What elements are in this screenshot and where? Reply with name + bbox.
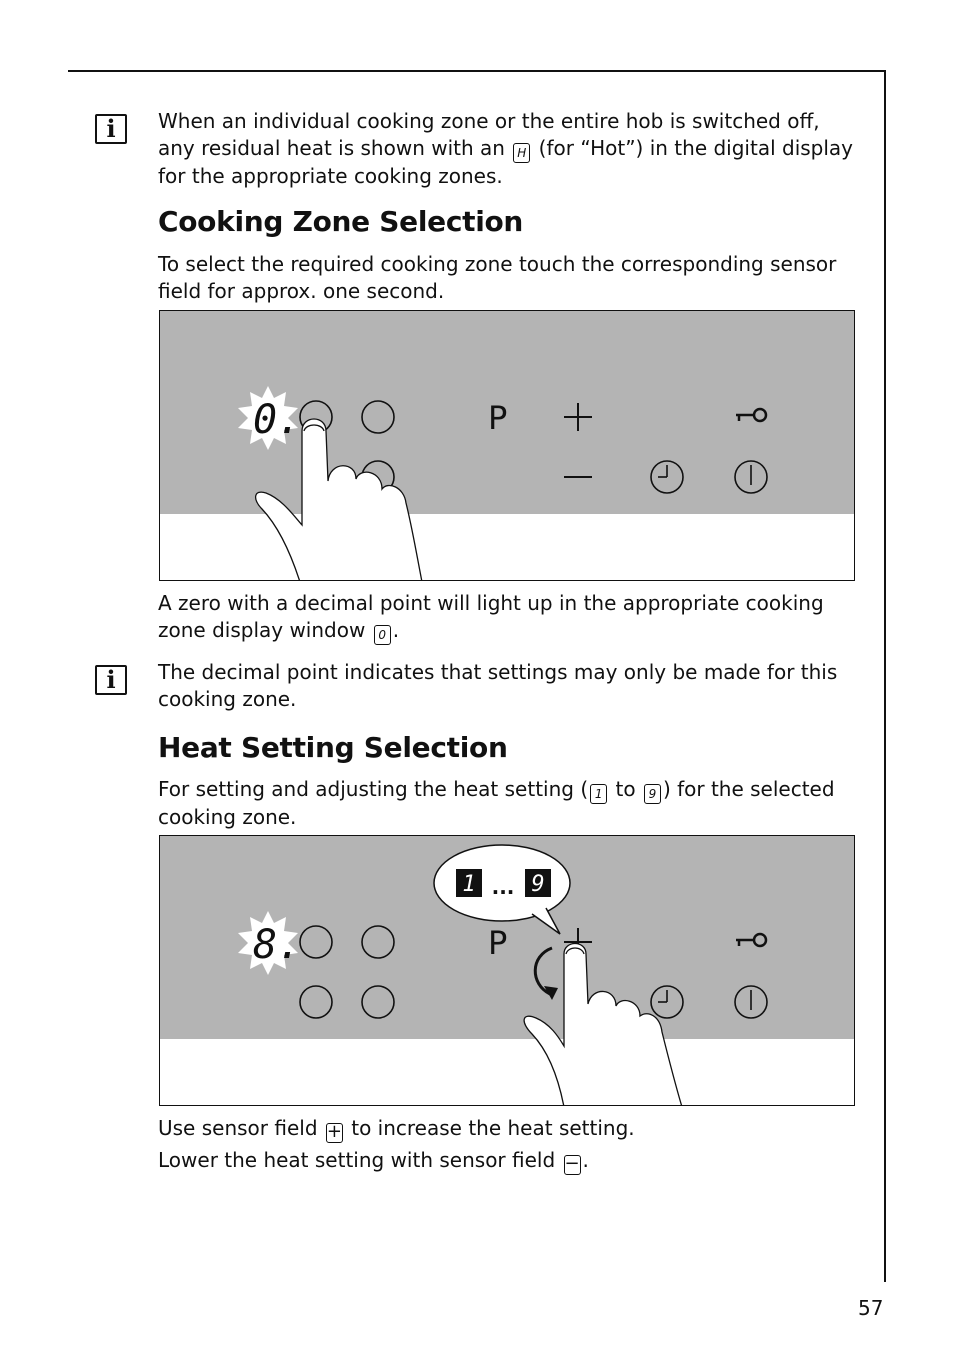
hot-symbol: H: [513, 143, 530, 163]
heat-setting-intro: For setting and adjusting the heat setting ( 1 to 9 ) for the selected cooking zone.: [158, 777, 835, 829]
residual-heat-note: When an individual cooking zone or the entire hob is switched off, any residual heat is shown with an H (for “Hot”) in the digital display for the appropriate cooking zones.: [158, 109, 854, 188]
section-heading-cooking-zone: Cooking Zone Selection: [158, 205, 524, 238]
zone-display: 0.: [253, 397, 302, 443]
p-sensor-label: P: [488, 399, 508, 437]
p-sensor-label: P: [488, 924, 508, 962]
setting-9-symbol: 9: [644, 784, 661, 804]
setting-1-symbol: 1: [590, 784, 607, 804]
lower-heat-text: Lower the heat setting with sensor field − .: [158, 1148, 589, 1174]
minus-symbol: −: [564, 1153, 580, 1174]
bubble-to-digit: 9: [531, 872, 545, 897]
info-icon: i: [95, 665, 127, 695]
cooking-zone-intro: To select the required cooking zone touch the corresponding sensor field for approx. one second.: [158, 252, 837, 303]
zone-display: 8.: [253, 922, 302, 968]
bubble-from-digit: 1: [462, 872, 476, 897]
zero-light-up-text: A zero with a decimal point will light up in the appropriate cooking zone display window 0 .: [158, 590, 858, 645]
decimal-point-note: The decimal point indicates that settings may only be made for this cooking zone.: [158, 660, 838, 711]
zero-symbol: 0: [374, 625, 391, 645]
page-number: 57: [858, 1296, 884, 1320]
control-panel-diagram-2: [159, 835, 855, 1106]
increase-heat-text: Use sensor field + to increase the heat setting.: [158, 1116, 635, 1142]
top-rule: [68, 70, 886, 72]
section-heading-heat-setting: Heat Setting Selection: [158, 731, 508, 764]
right-margin-rule: [884, 70, 886, 1282]
plus-symbol: +: [326, 1121, 342, 1142]
control-panel-diagram-1: [159, 310, 855, 581]
info-icon: i: [95, 114, 127, 144]
bubble-ellipsis: ...: [491, 875, 515, 899]
